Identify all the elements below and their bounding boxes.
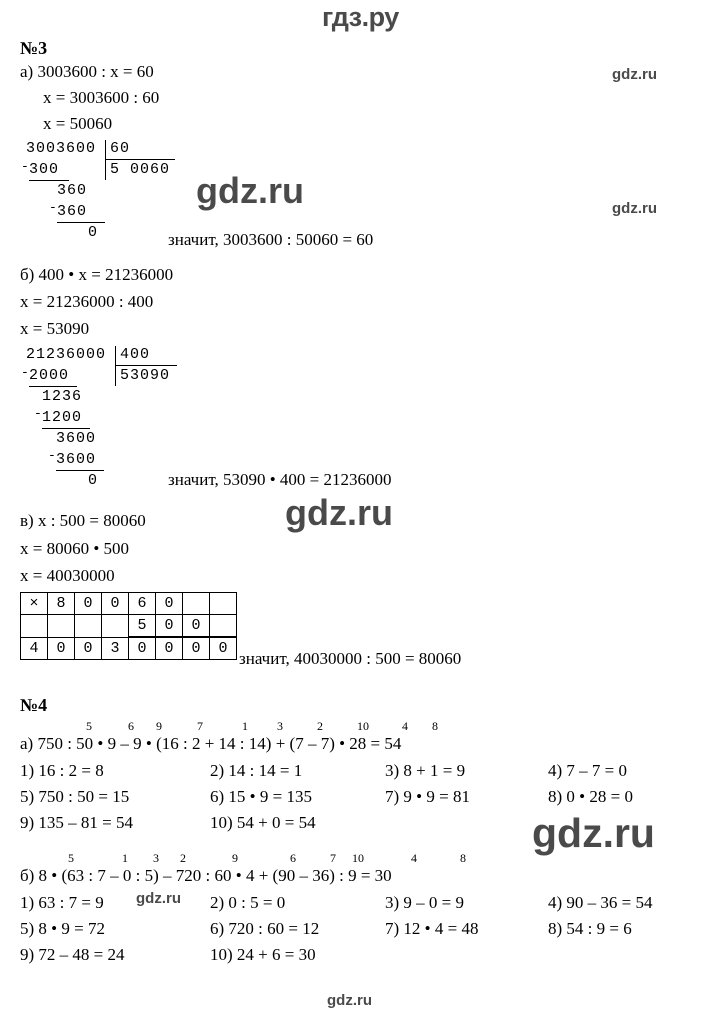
task3-v-eq2: х = 80060 • 500 (20, 539, 130, 558)
task4-b-step-2: 2) 0 : 5 = 0 (210, 893, 286, 912)
task3-a-remainder: 0 (88, 224, 99, 241)
grid-cell: 0 (129, 637, 156, 660)
task4-a-step-3: 3) 8 + 1 = 9 (385, 761, 466, 780)
minus-sign: - (49, 200, 57, 215)
step-rule (29, 386, 77, 387)
grid-cell: 5 (129, 615, 156, 638)
task3-a-step3: 360 (57, 203, 88, 220)
task3-v-conclusion: значит, 40030000 : 500 = 80060 (239, 649, 462, 668)
task4-b-order-7: 7 (330, 851, 336, 865)
task4-a-step-6: 6) 15 • 9 = 135 (210, 787, 312, 806)
grid-cell: 0 (48, 637, 75, 660)
minus-sign: - (21, 365, 29, 380)
minus-sign: - (21, 159, 29, 174)
task4-a-order-1: 5 (86, 719, 92, 733)
task4-b-step-1: 1) 63 : 7 = 9 (20, 893, 104, 912)
task4-b-expression: б) 8 • (63 : 7 – 0 : 5) – 720 : 60 • 4 + (90 – 36) : 9 = 30 (20, 866, 392, 885)
task3-b-step3: 1200 (42, 409, 83, 426)
division-rule-a (105, 159, 175, 160)
task4-a-order-8: 10 (357, 719, 369, 733)
task3-a-step1: 300 (29, 161, 60, 178)
grid-cell: 0 (75, 593, 102, 615)
grid-row-result (21, 637, 237, 660)
division-bar-b (115, 346, 116, 386)
task4-a-step-5: 5) 750 : 50 = 15 (20, 787, 130, 806)
grid-cell: 0 (102, 593, 129, 615)
task4-a-order-2: 6 (128, 719, 134, 733)
task4-b-order-5: 9 (232, 851, 238, 865)
task3-b-step2: 1236 (42, 388, 83, 405)
watermark-b: gdz.ru (196, 170, 304, 211)
task3-a-eq1: а) 3003600 : х = 60 (20, 62, 154, 81)
task4-b-order-1: 5 (68, 851, 74, 865)
task4-a-order-3: 9 (156, 719, 162, 733)
task4-a-step-4: 4) 7 – 7 = 0 (548, 761, 627, 780)
task3-a-quotient: 5 0060 (110, 161, 171, 178)
task4-a-step-7: 7) 9 • 9 = 81 (385, 787, 470, 806)
grid-cell-empty (210, 615, 237, 638)
task3-b-quotient: 53090 (120, 367, 171, 384)
task4-b-order-9: 4 (411, 851, 417, 865)
task4-a-order-9: 4 (402, 719, 408, 733)
task4-b-order-2: 1 (122, 851, 128, 865)
task-3-title: №3 (20, 38, 48, 58)
task4-b-order-8: 10 (352, 851, 364, 865)
task4-b-order-6: 6 (290, 851, 296, 865)
task4-a-order-5: 1 (242, 719, 248, 733)
watermark-d: gdz.ru (285, 492, 393, 533)
division-rule-b (115, 365, 177, 366)
task3-b-step5: 3600 (56, 451, 97, 468)
task3-b-step4: 3600 (56, 430, 97, 447)
task4-a-expression: а) 750 : 50 • 9 – 9 • (16 : 2 + 14 : 14) + (7 – 7) • 28 = 54 (20, 734, 402, 753)
task3-a-dividend: 3003600 (26, 140, 97, 157)
task3-b-remainder: 0 (88, 472, 99, 489)
grid-cell: 8 (48, 593, 75, 615)
minus-sign: - (34, 406, 42, 421)
task4-a-step-9: 9) 135 – 81 = 54 (20, 813, 133, 832)
task3-b-eq3: х = 53090 (20, 319, 90, 338)
task4-b-step-8: 8) 54 : 9 = 6 (548, 919, 632, 938)
task4-a-order-10: 8 (432, 719, 438, 733)
watermark-top: гдз.ру (322, 2, 399, 32)
task3-b-eq2: х = 21236000 : 400 (20, 292, 154, 311)
task4-a-step-1: 1) 16 : 2 = 8 (20, 761, 104, 780)
task4-a-order-7: 2 (317, 719, 323, 733)
grid-cell-empty (183, 593, 210, 615)
watermark-a: gdz.ru (612, 66, 657, 83)
task4-b-order-4: 2 (180, 851, 186, 865)
task4-b-order-10: 8 (460, 851, 466, 865)
task3-b-eq1: б) 400 • х = 21236000 (20, 265, 174, 284)
grid-cell: 3 (102, 637, 129, 660)
grid-cell-empty (21, 615, 48, 638)
grid-cell-empty (75, 615, 102, 638)
grid-cell: 0 (75, 637, 102, 660)
step-rule (57, 222, 105, 223)
step-rule (56, 470, 104, 471)
task3-v-eq1: в) х : 500 = 80060 (20, 511, 146, 530)
task4-b-step-7: 7) 12 • 4 = 48 (385, 919, 479, 938)
task4-b-step-5: 5) 8 • 9 = 72 (20, 919, 105, 938)
watermark-e: gdz.ru (532, 810, 655, 856)
grid-cell: 0 (210, 637, 237, 660)
task3-b-conclusion: значит, 53090 • 400 = 21236000 (168, 470, 392, 489)
grid-cell: 0 (156, 637, 183, 660)
grid-cell: 6 (129, 593, 156, 615)
minus-sign: - (48, 448, 56, 463)
grid-cell: 0 (156, 615, 183, 638)
task4-b-step-9: 9) 72 – 48 = 24 (20, 945, 125, 964)
grid-cell-sign: × (21, 593, 48, 615)
task4-b-step-3: 3) 9 – 0 = 9 (385, 893, 464, 912)
grid-cell-empty (210, 593, 237, 615)
task4-a-order-6: 3 (277, 719, 283, 733)
watermark-c: gdz.ru (612, 200, 657, 217)
task3-b-divisor: 400 (120, 346, 151, 363)
task4-a-step-8: 8) 0 • 28 = 0 (548, 787, 633, 806)
task4-a-step-2: 2) 14 : 14 = 1 (210, 761, 303, 780)
task3-a-step2: 360 (57, 182, 88, 199)
grid-cell: 4 (21, 637, 48, 660)
grid-cell: 0 (183, 615, 210, 638)
grid-cell: 0 (183, 637, 210, 660)
task4-b-order-3: 3 (153, 851, 159, 865)
task-4-title: №4 (20, 695, 48, 715)
task3-a-eq2: х = 3003600 : 60 (43, 88, 160, 107)
task4-b-step-10: 10) 24 + 6 = 30 (210, 945, 316, 964)
grid-cell: 0 (156, 593, 183, 615)
grid-cell-empty (48, 615, 75, 638)
task4-b-step-6: 6) 720 : 60 = 12 (210, 919, 320, 938)
task4-a-step-10: 10) 54 + 0 = 54 (210, 813, 316, 832)
grid-cell-empty (102, 615, 129, 638)
task3-a-divisor: 60 (110, 140, 131, 157)
grid-row-operand2 (21, 615, 237, 638)
task3-b-step1: 2000 (29, 367, 70, 384)
multiplication-grid (20, 592, 237, 660)
step-rule (42, 428, 90, 429)
division-bar-a (105, 140, 106, 180)
task4-b-step-4: 4) 90 – 36 = 54 (548, 893, 653, 912)
task3-b-dividend: 21236000 (26, 346, 107, 363)
task3-a-conclusion: значит, 3003600 : 50060 = 60 (168, 230, 374, 249)
step-rule (29, 180, 69, 181)
watermark-f: gdz.ru (136, 890, 181, 907)
task3-v-eq3: х = 40030000 (20, 566, 115, 585)
grid-row-operand1 (21, 593, 237, 615)
task4-a-order-4: 7 (197, 719, 203, 733)
task3-a-eq3: х = 50060 (43, 114, 113, 133)
watermark-bottom: gdz.ru (327, 992, 372, 1009)
